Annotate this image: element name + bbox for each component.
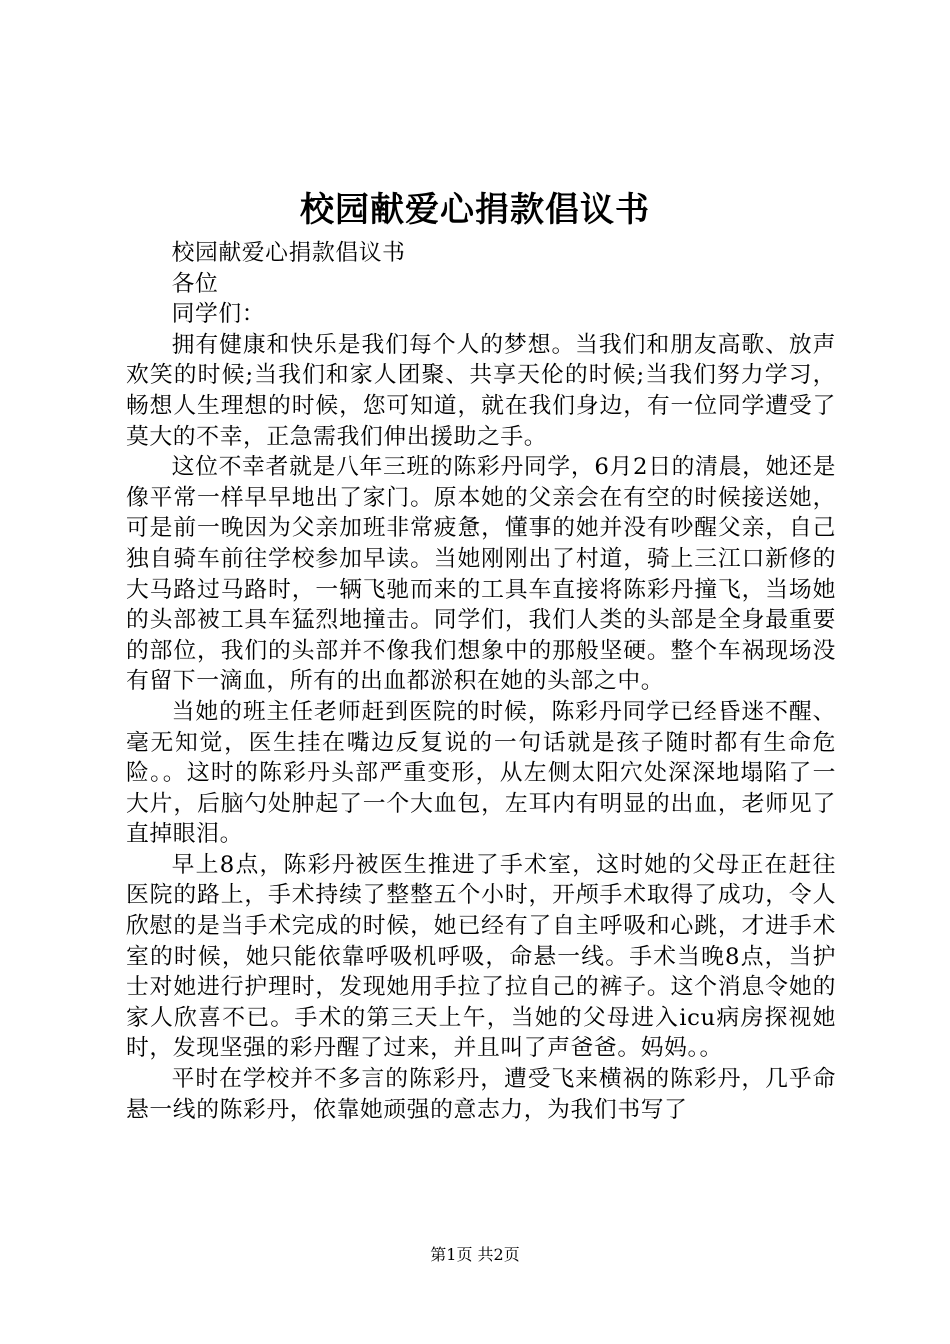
- paragraph-heading: 校园献爱心捐款倡议书: [171, 240, 406, 266]
- paragraph: 这位不幸者就是八年三班的陈彩丹同学，6月2日的清晨，她还是像平常一样早早地出了家门。原本她的父亲会在有空的时候接送她，可是前一晚因为父亲加班非常疲惫，懂事的她并没有吵醒父亲，自己独自骑车前往学校参加早读。当她刚刚出了村道，骑上三江口新修的大马路过马路时，一辆飞驰而来的工具车直接将陈彩丹撞飞，当场她的头部被工具车猛烈地撞击。同学们，我们人类的头部是全身最重要的部位，我们的头部并不像我们想象中的那般坚硬。整个车祸现场没有留下一滴血，所有的出血都淤积在她的头部之中。: [126, 454, 836, 695]
- document-title: 校园献爱心捐款倡议书: [300, 190, 650, 230]
- paragraph: 早上8点，陈彩丹被医生推进了手术室，这时她的父母正在赶往医院的路上，手术持续了整整五个小时，开颅手术取得了成功，令人欣慰的是当手术完成的时候，她已经有了自主呼吸和心跳，才进手术室的时候，她只能依靠呼吸机呼吸，命悬一线。手术当晚8点，当护士对她进行护理时，发现她用手拉了拉自己的裤子。这个消息令她的家人欣喜不已。手术的第三天上午，当她的父母进入icu病房探视她时，发现坚强的彩丹醒了过来，并且叫了声爸爸。妈妈。。: [126, 851, 836, 1062]
- paragraph: 当她的班主任老师赶到医院的时候，陈彩丹同学已经昏迷不醒、毫无知觉，医生挂在嘴边反复说的一句话就是孩子随时都有生命危险。。这时的陈彩丹头部严重变形，从左侧太阳穴处深深地塌陷了一大片，后脑勺处肿起了一个大血包，左耳内有明显的出血，老师见了直掉眼泪。: [126, 698, 836, 848]
- paragraph-salutation: 各位: [171, 270, 219, 297]
- paragraph-addressee: 同学们：: [171, 301, 266, 328]
- paragraph: 拥有健康和快乐是我们每个人的梦想。当我们和朋友高歌、放声欢笑的时候;当我们和家人团聚、共享天伦的时候;当我们努力学习，畅想人生理想的时候，您可知道，就在我们身边，有一位同学遭受了莫大的不幸，正急需我们伸出援助之手。: [126, 331, 836, 450]
- document-body: [126, 238, 836, 1125]
- page-number: 第1页 共2页: [430, 1245, 520, 1264]
- paragraph: 平时在学校并不多言的陈彩丹，遭受飞来横祸的陈彩丹，几乎命悬一线的陈彩丹，依靠她顽强的意志力，为我们书写了: [126, 1066, 836, 1123]
